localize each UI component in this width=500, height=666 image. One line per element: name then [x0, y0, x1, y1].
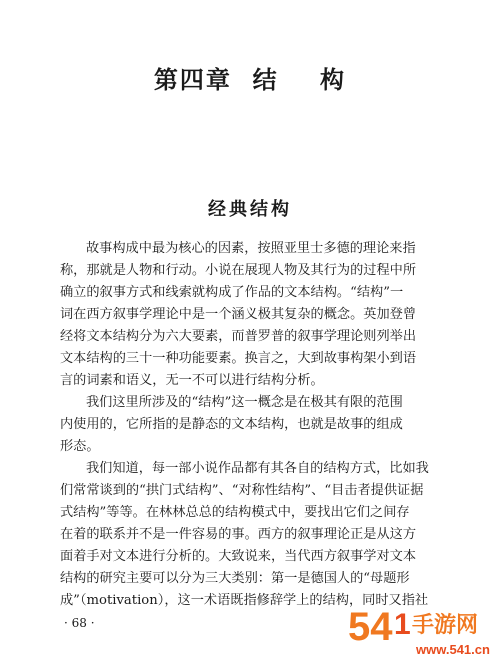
text-line: 称，那就是人物和行动。小说在展现人物及其行为的过程中所: [60, 263, 417, 278]
text-line: 式结构”等等。在林林总总的结构模式中，要找出它们之间存: [60, 505, 410, 520]
text-line: 内使用的，它所指的是静态的文本结构，也就是故事的组成: [60, 417, 403, 432]
text-line: 在着的联系并不是一件容易的事。西方的叙事理论正是从这方: [60, 527, 417, 542]
watermark-brand: 手游网: [412, 613, 479, 638]
text-line: 确立的叙事方式和线索就构成了作品的文本结构。“结构”一: [60, 285, 404, 300]
watermark-digit-one: 1: [394, 608, 411, 641]
text-line: 成”（motivation），这一术语既指修辞学上的结构，同时又指社: [60, 593, 429, 608]
watermark-logo: [344, 600, 494, 660]
text-line: 面着手对文本进行分析的。大致说来，当代西方叙事学对文本: [60, 549, 417, 564]
text-line: 结构的研究主要可以分为三大类别：第一是德国人的“母题形: [60, 571, 410, 586]
watermark-domain: www.541.cn: [416, 642, 490, 657]
chapter-title: 第四章 结 构: [153, 65, 347, 94]
section-title: 经典结构: [208, 199, 292, 220]
text-line: 形态。: [60, 439, 100, 454]
text-line: 我们这里所涉及的“结构”这一概念是在极其有限的范围: [86, 395, 403, 410]
watermark-digits: 54: [348, 605, 393, 649]
text-line: 经将文本结构分为六大要素，而普罗普的叙事学理论则列举出: [60, 329, 417, 344]
body-text: [60, 238, 460, 612]
text-line: 文本结构的三十一种功能要素。换言之，大到故事构架小到语: [60, 351, 417, 366]
text-line: 故事构成中最为核心的因素，按照亚里士多德的理论来指: [86, 241, 416, 256]
text-line: 言的词素和语义，无一不可以进行结构分析。: [60, 373, 324, 388]
text-line: 们常常谈到的“拱门式结构”、“对称性结构”、“目击者提供证据: [60, 483, 424, 498]
text-line: 我们知道，每一部小说作品都有其各自的结构方式，比如我: [86, 461, 429, 476]
text-line: 词在西方叙事学理论中是一个涵义极其复杂的概念。英加登曾: [60, 307, 417, 322]
page-number: · 68 ·: [64, 616, 95, 630]
